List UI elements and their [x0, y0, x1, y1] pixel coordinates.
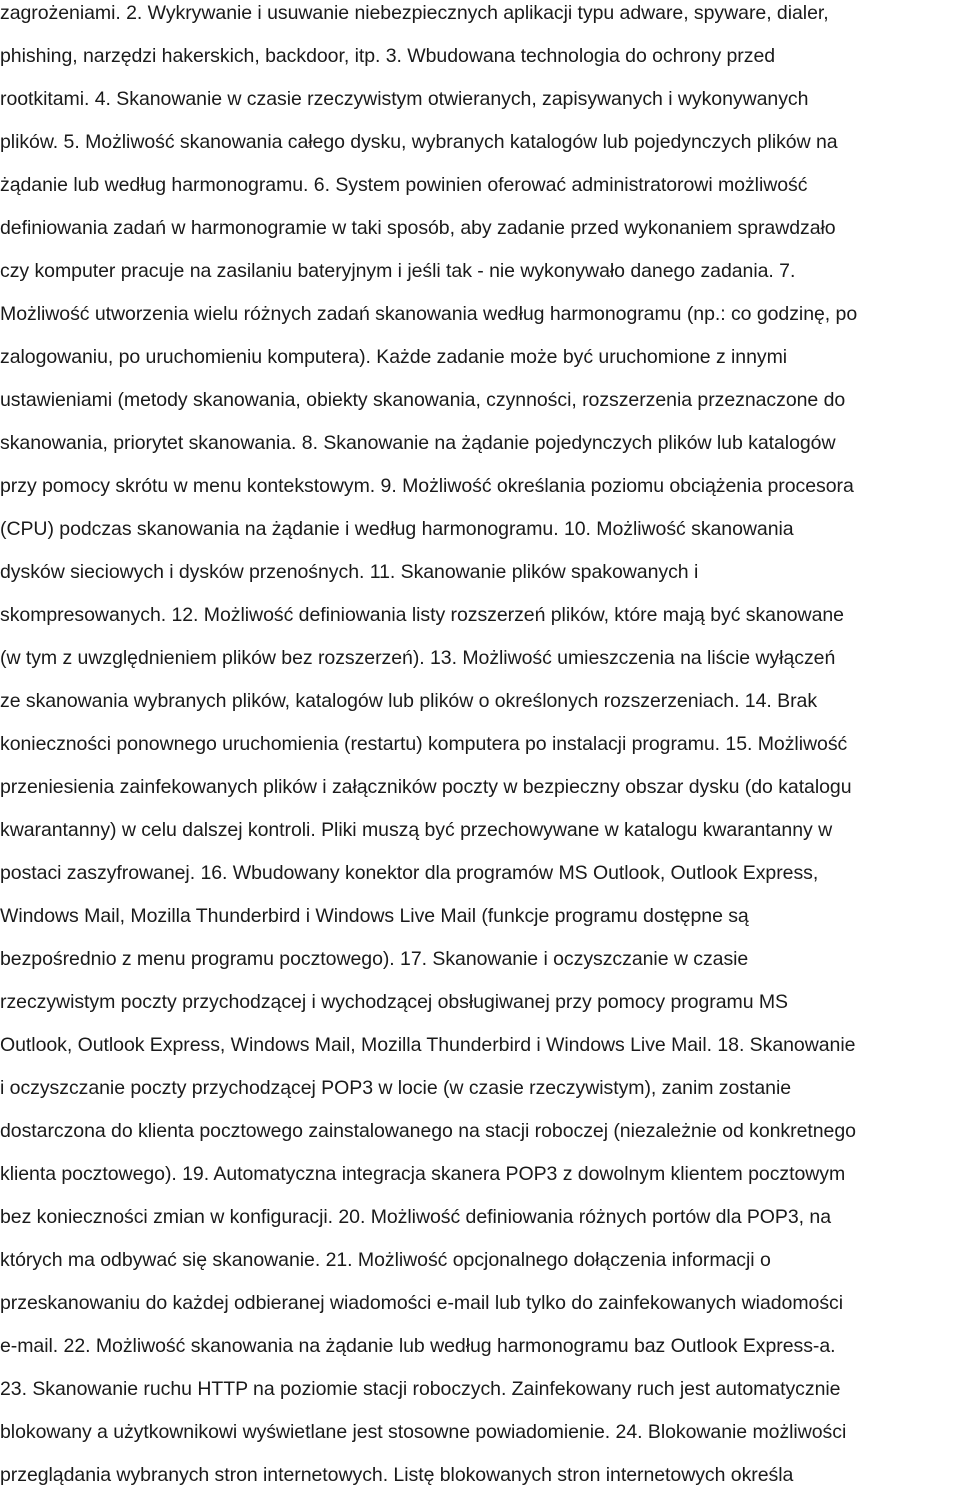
text-line: zalogowaniu, po uruchomieniu komputera). Każde zadanie może być uruchomione z innymi — [0, 346, 788, 368]
text-line: dysków sieciowych i dysków przenośnych. 11. Skanowanie plików spakowanych i — [0, 561, 699, 583]
text-line: ze skanowania wybranych plików, katalogów lub plików o określonych rozszerzeniach. 14. Brak — [0, 690, 818, 712]
text-line: dostarczona do klienta pocztowego zainstalowanego na stacji roboczej (niezależnie od konkretnego — [0, 1120, 856, 1142]
text-line: konieczności ponownego uruchomienia (restartu) komputera po instalacji programu. 15. Możliwość — [0, 733, 848, 755]
text-line: (CPU) podczas skanowania na żądanie i według harmonogramu. 10. Możliwość skanowania — [0, 518, 794, 540]
text-line: przeglądania wybranych stron internetowych. Listę blokowanych stron internetowych określa — [0, 1464, 794, 1486]
text-line: przeskanowaniu do każdej odbieranej wiadomości e-mail lub tylko do zainfekowanych wiadomości — [0, 1292, 844, 1314]
text-line: bezpośrednio z menu programu pocztowego). 17. Skanowanie i oczyszczanie w czasie — [0, 948, 749, 970]
text-line: przeniesienia zainfekowanych plików i załączników poczty w bezpieczny obszar dysku (do katalogu — [0, 776, 852, 798]
text-line: zagrożeniami. 2. Wykrywanie i usuwanie niebezpiecznych aplikacji typu adware, spyware, dialer, — [0, 2, 829, 24]
text-line: i oczyszczanie poczty przychodzącej POP3 w locie (w czasie rzeczywistym), zanim zostanie — [0, 1077, 792, 1099]
text-line: bez konieczności zmian w konfiguracji. 20. Możliwość definiowania różnych portów dla POP3, na — [0, 1206, 832, 1228]
text-line: rootkitami. 4. Skanowanie w czasie rzeczywistym otwieranych, zapisywanych i wykonywanych — [0, 88, 809, 110]
text-line: definiowania zadań w harmonogramie w taki sposób, aby zadanie przed wykonaniem sprawdzało — [0, 217, 836, 239]
text-line: skanowania, priorytet skanowania. 8. Skanowanie na żądanie pojedynczych plików lub katalogów — [0, 432, 836, 454]
text-line: blokowany a użytkownikowi wyświetlane jest stosowne powiadomienie. 24. Blokowanie możliwości — [0, 1421, 847, 1443]
text-line: ustawieniami (metody skanowania, obiekty skanowania, czynności, rozszerzenia przeznaczone do — [0, 389, 846, 411]
text-line: Outlook, Outlook Express, Windows Mail, Mozilla Thunderbird i Windows Live Mail. 18. Skanowanie — [0, 1034, 856, 1056]
text-line: Możliwość utworzenia wielu różnych zadań skanowania według harmonogramu (np.: co godzinę, po — [0, 303, 858, 325]
text-line: postaci zaszyfrowanej. 16. Wbudowany konektor dla programów MS Outlook, Outlook Express, — [0, 862, 819, 884]
text-line: kwarantanny) w celu dalszej kontroli. Pliki muszą być przechowywane w katalogu kwarantanny w — [0, 819, 833, 841]
text-line: phishing, narzędzi hakerskich, backdoor, itp. 3. Wbudowana technologia do ochrony przed — [0, 45, 776, 67]
text-line: (w tym z uwzględnieniem plików bez rozszerzeń). 13. Możliwość umieszczenia na liście wyłączeń — [0, 647, 836, 669]
text-line: Windows Mail, Mozilla Thunderbird i Windows Live Mail (funkcje programu dostępne są — [0, 905, 749, 927]
text-line: żądanie lub według harmonogramu. 6. System powinien oferować administratorowi możliwość — [0, 174, 808, 196]
text-line: przy pomocy skrótu w menu kontekstowym. 9. Możliwość określania poziomu obciążenia procesora — [0, 475, 854, 497]
text-line: rzeczywistym poczty przychodzącej i wychodzącej obsługiwanej przy pomocy programu MS — [0, 991, 789, 1013]
text-line: 23. Skanowanie ruchu HTTP na poziomie stacji roboczych. Zainfekowany ruch jest automatycznie — [0, 1378, 841, 1400]
text-line: czy komputer pracuje na zasilaniu bateryjnym i jeśli tak - nie wykonywało danego zadania. 7. — [0, 260, 796, 282]
text-line: klienta pocztowego). 19. Automatyczna integracja skanera POP3 z dowolnym klientem pocztowym — [0, 1163, 846, 1185]
text-line: których ma odbywać się skanowanie. 21. Możliwość opcjonalnego dołączenia informacji o — [0, 1249, 771, 1271]
text-line: skompresowanych. 12. Możliwość definiowania listy rozszerzeń plików, które mają być skanowane — [0, 604, 844, 626]
text-line: e-mail. 22. Możliwość skanowania na żądanie lub według harmonogramu baz Outlook Express-a. — [0, 1335, 836, 1357]
text-line: plików. 5. Możliwość skanowania całego dysku, wybranych katalogów lub pojedynczych plików na — [0, 131, 838, 153]
